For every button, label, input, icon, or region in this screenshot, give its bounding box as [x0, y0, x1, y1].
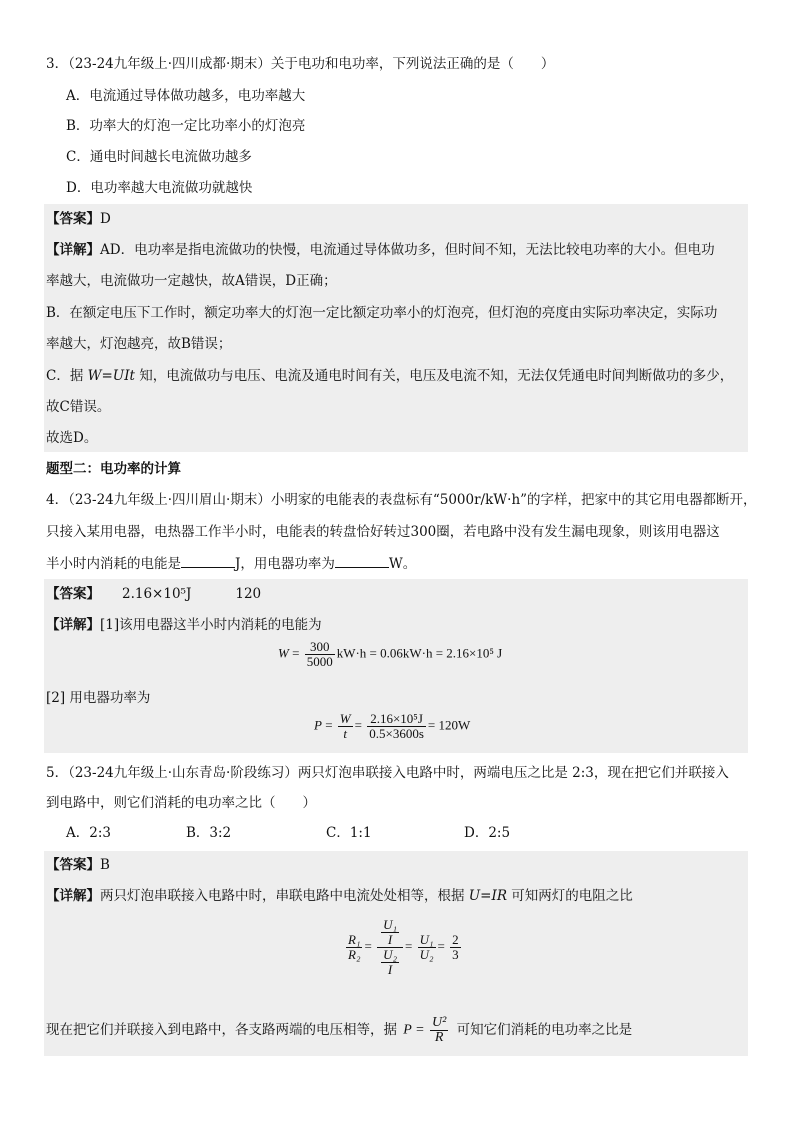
answer-value-1: 2.16×10⁵J — [122, 586, 192, 602]
fraction-denominator: 5000 — [306, 654, 333, 669]
detail-label: 【详解】 — [46, 617, 100, 633]
q5-resistance-ratio: $\frac{\text{R₁}}{\text{R₂}}$ = $\frac{\frac{\text{U₁}}{I}}{\frac{\text{U₂}}{I}}$ = $\frac{\text{U₁}}{\text{U₂}}$ = $\frac{2}{3}$ — [348, 917, 459, 977]
answer-value: B — [100, 857, 110, 873]
q3-detail-6: 故C错误。 — [46, 399, 111, 415]
answer-label: 【答案】 — [46, 211, 100, 227]
answer-blank-1[interactable] — [181, 553, 235, 568]
fraction-numerator: 2 — [452, 932, 459, 947]
q4-detail-2: [2] 用电器功率为 — [46, 690, 151, 706]
answer-label: 【答案】 — [46, 586, 100, 602]
q5-option-b: B．3:2 — [186, 825, 232, 841]
fraction — [430, 1016, 448, 1045]
detail-text-a: 现在把它们并联接入到电路中，各支路两端的电压相等，据 — [46, 1022, 397, 1038]
q3-detail-7: 故选D。 — [46, 430, 98, 446]
detail-c-prefix: C．据 — [46, 368, 88, 384]
q4-stem-text-b: J，用电器功率为 — [235, 556, 335, 572]
q4-detail-1 — [46, 615, 322, 635]
q4-stem-3 — [46, 553, 416, 574]
section-title: 题型二：电功率的计算 — [46, 461, 181, 477]
fraction-denominator: I — [387, 932, 393, 947]
detail-label: 【详解】 — [46, 242, 100, 258]
detail-label: 【详解】 — [46, 888, 100, 904]
fraction-numerator: 2.16×10⁵J — [370, 711, 423, 726]
q4-formula-power: P = $\frac{W}{t}$ = $\frac{\text{2.16×10⁵J}}{0.5\times 3600s}$ = 120W — [314, 711, 471, 741]
formula-u-ir: U=IR — [468, 888, 507, 904]
formula-lhs: P = — [403, 1022, 425, 1038]
fraction-numerator: U₂ — [383, 947, 397, 962]
fraction-numerator: U² — [432, 1015, 447, 1030]
q5-detail-2 — [46, 1016, 632, 1045]
q3-answer — [46, 209, 111, 229]
q3-option-b: B．功率大的灯泡一定比功率小的灯泡亮 — [66, 118, 306, 134]
q3-stem: 3．（23-24九年级上·四川成都·期末）关于电功和电功率，下列说法正确的是（ ） — [46, 56, 555, 72]
answer-value-2: 120 — [235, 586, 262, 602]
formula-lhs: W — [278, 645, 289, 661]
fraction-numerator: R₁ — [348, 932, 361, 947]
fraction-numerator: W — [339, 711, 351, 726]
formula-lhs: P — [314, 717, 322, 733]
fraction-denominator: I — [387, 962, 393, 977]
q4-stem-text-a: 半小时内消耗的电能是 — [46, 556, 181, 572]
q4-stem-text-c: W。 — [388, 556, 417, 572]
fraction-denominator: R₂ — [348, 947, 361, 962]
formula-w-uit: W=UIt — [87, 368, 135, 384]
q3-option-a: A．电流通过导体做功越多，电功率越大 — [66, 88, 306, 104]
q3-detail-5 — [46, 366, 733, 386]
fraction-numerator: U₁ — [383, 917, 397, 932]
q5-stem-2: 到电路中，则它们消耗的电功率之比（ ） — [46, 795, 316, 811]
answer-value: D — [100, 211, 111, 227]
detail-text-a: 两只灯泡串联接入电路中时，串联电路中电流处处相等，根据 — [100, 888, 469, 904]
q3-detail-4: 率越大，灯泡越亮，故B错误； — [46, 336, 232, 352]
fraction-denominator: 0.5×3600s — [369, 726, 424, 741]
q3-detail-1 — [46, 240, 715, 260]
q4-stem-2: 只接入某用电器，电热器工作半小时，电能表的转盘恰好转过300圈，若电路中没有发生漏电现象，则该用电器这 — [46, 524, 720, 540]
q4-answer — [46, 584, 261, 604]
detail-text: [1]该用电器这半小时内消耗的电能为 — [100, 617, 322, 633]
q3-option-d: D．电功率越大电流做功就越快 — [66, 180, 253, 196]
q5-detail-1 — [46, 886, 633, 906]
q5-option-c: C．1:1 — [326, 825, 372, 841]
compound-fraction — [377, 918, 403, 977]
detail-text-b: 可知两灯的电阻之比 — [506, 888, 633, 904]
formula-rest: = 120W — [427, 717, 471, 733]
fraction-numerator — [377, 918, 403, 947]
q3-detail-2: 率越大，电流做功一定越快，故A错误，D正确； — [46, 273, 337, 289]
detail-text-b: 可知它们消耗的电功率之比是 — [456, 1022, 633, 1038]
fraction — [305, 640, 335, 669]
q5-stem-1: 5．（23-24九年级上·山东青岛·阶段练习）两只灯泡串联接入电路中时，两端电压之比是 2:3，现在把它们并联接入 — [46, 765, 729, 781]
q3-detail-3: B．在额定电压下工作时，额定功率大的灯泡一定比额定功率小的灯泡亮，但灯泡的亮度由实际功率决定，实际功 — [46, 305, 718, 321]
q4-stem-1: 4．（23-24九年级上·四川眉山·期末）小明家的电能表的表盘标有“5000r/kW·h”的字样，把家中的其它用电器都断开， — [46, 492, 757, 508]
answer-blank-2[interactable] — [335, 553, 389, 568]
fraction-denominator: U₂ — [419, 947, 434, 962]
detail-c-text: ，电流做功与电压、电流及通电时间有关，电压及电流不知，无法仅凭通电时间判断做功的多少， — [152, 368, 734, 384]
formula-rest: kW·h = 0.06kW·h = 2.16×10⁵ J — [336, 645, 503, 661]
fraction — [367, 712, 426, 741]
fraction-denominator — [377, 948, 403, 977]
fraction-numerator: U₁ — [419, 932, 434, 947]
fraction — [338, 712, 353, 741]
q5-answer — [46, 855, 110, 875]
fraction — [346, 933, 362, 962]
fraction — [450, 933, 461, 962]
answer-label: 【答案】 — [46, 857, 100, 873]
fraction-denominator: t — [343, 726, 348, 741]
q4-formula-energy: W = $\frac{300}{5000}$ kW·h = 0.06kW·h = 2.16×10⁵ J — [278, 639, 503, 669]
fraction — [418, 933, 436, 962]
q5-option-d: D．2:5 — [464, 825, 511, 841]
fraction-numerator: 300 — [309, 639, 330, 654]
fraction-denominator: R — [434, 1030, 444, 1045]
detail-text: AD．电功率是指电流做功的快慢，电流通过导体做功多，但时间不知，无法比较电功率的大小。但电功 — [100, 242, 715, 258]
fraction-denominator: 3 — [452, 947, 459, 962]
q5-option-a: A．2:3 — [66, 825, 111, 841]
q3-option-c: C．通电时间越长电流做功越多 — [66, 149, 252, 165]
detail-c-suffix: 知 — [134, 368, 153, 384]
formula-power-u2-r — [403, 1016, 450, 1045]
